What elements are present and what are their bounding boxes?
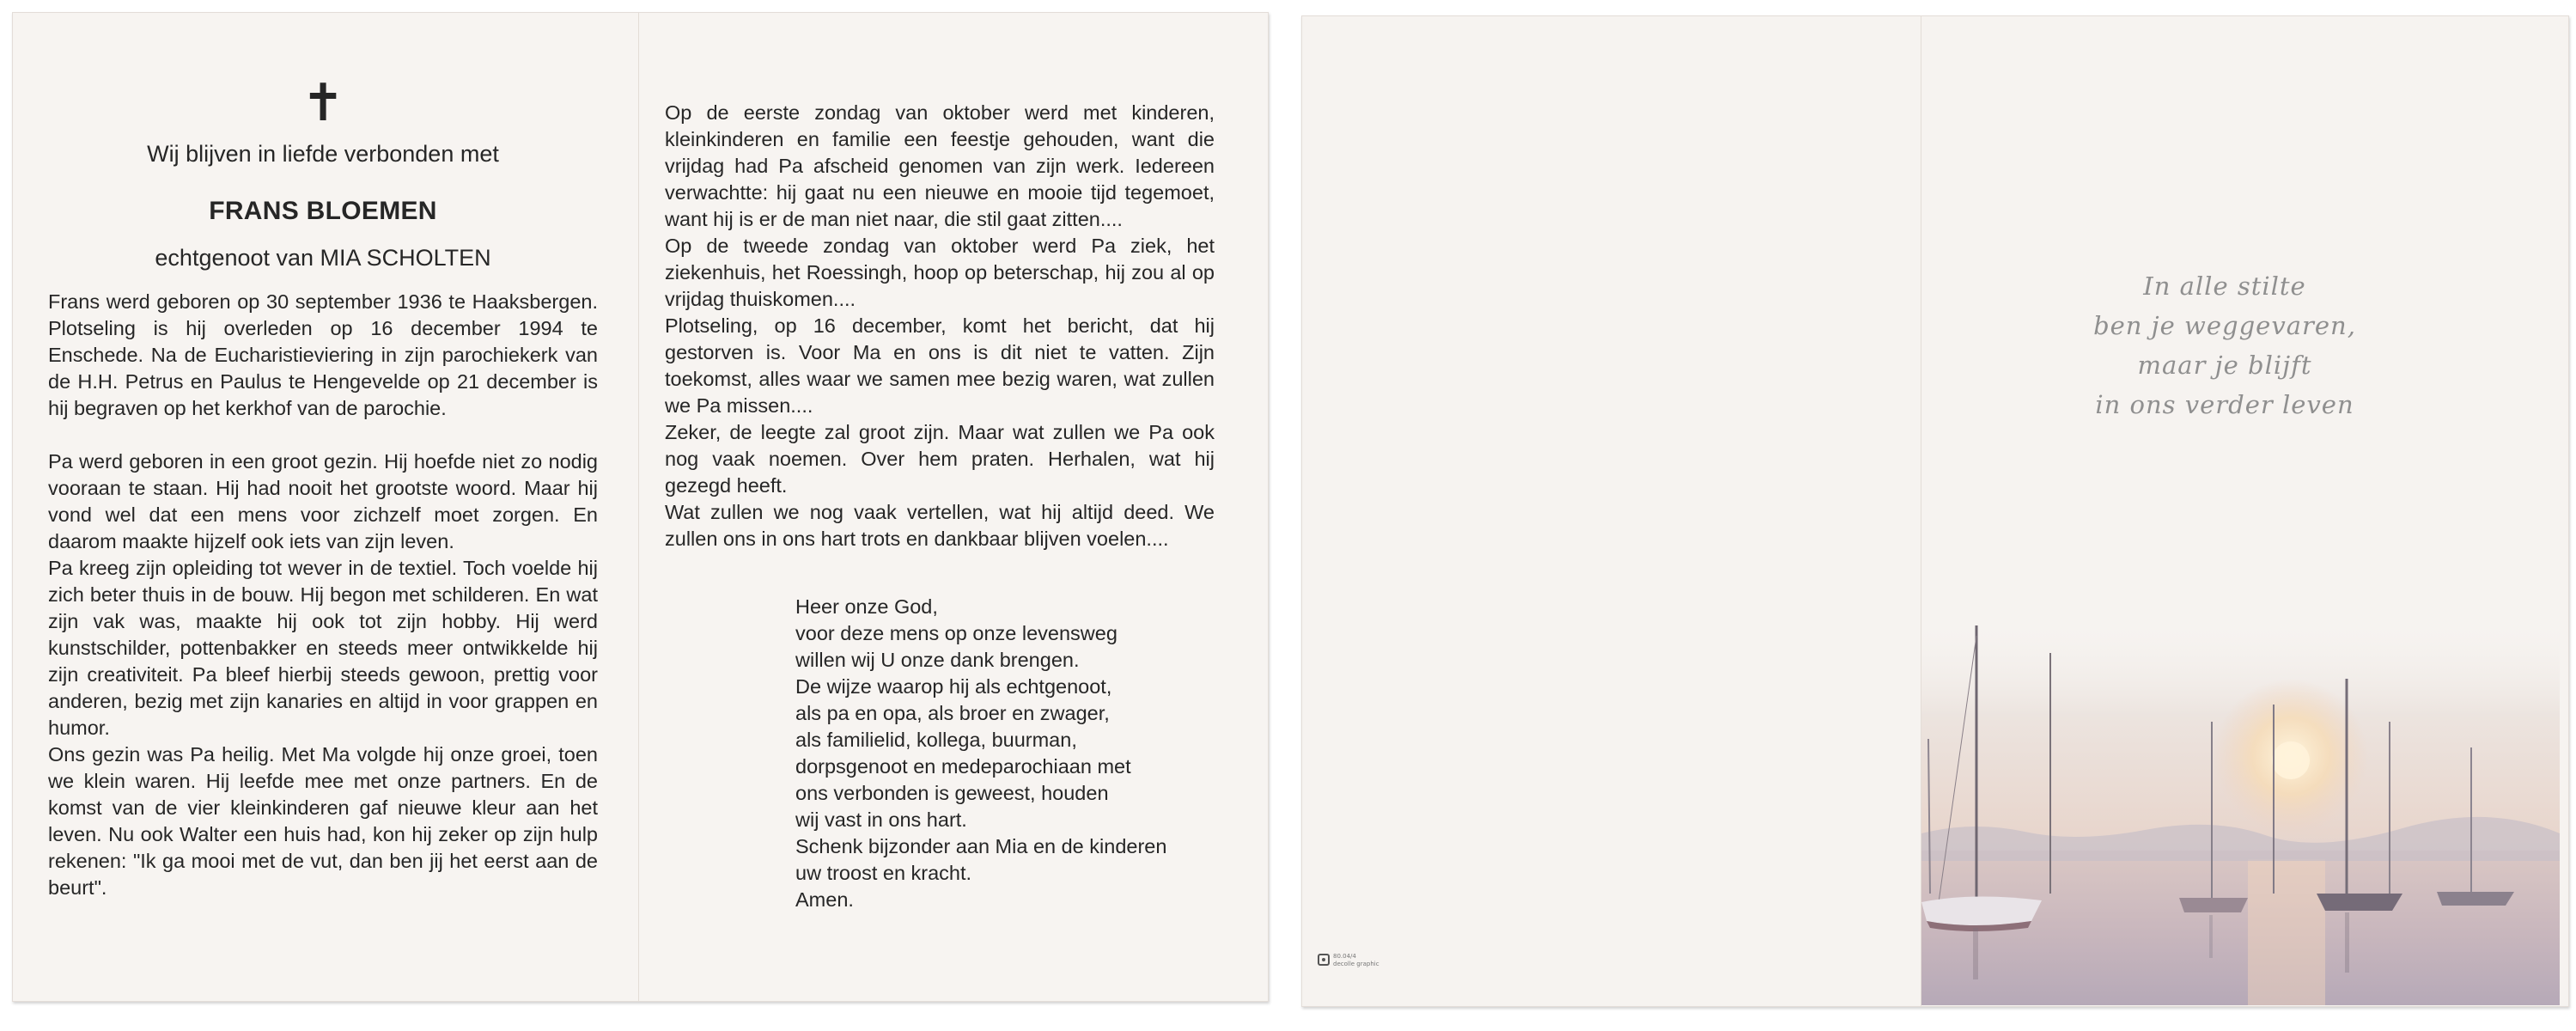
- prayer-line: als familielid, kollega, buurman,: [795, 729, 1077, 751]
- story-paragraph: Op de eerste zondag van oktober werd met kinderen, kleinkinderen en familie een feestje gehouden, want die vrijdag had Pa afscheid genomen van zijn werk. Iedereen verwachtte: hij gaat nu een nieuwe en mooie tijd tegemoet, want hij is er de man niet naar, die stil gaat zitten....: [665, 101, 1215, 230]
- poem-line: in ons verder leven: [2095, 390, 2354, 419]
- memorial-page-left: [48, 73, 598, 901]
- printer-name: decolle graphic: [1333, 961, 1379, 967]
- life-paragraph: Ons gezin was Pa heilig. Met Ma volgde hij onze groei, toen we klein waren. Hij leefde mee met onze partners. En de komst van de vier kleinkinderen gaf nieuwe kleur aan het leven. Nu ook Walter een huis had, kon hij zeker op zijn hulp rekenen: "Ik ga mooi met de vut, dan ben jij het eerst aan de beurt".: [48, 743, 598, 899]
- prayer-line: wij vast in ons hart.: [795, 808, 967, 831]
- story-paragraph: Zeker, de leegte zal groot zijn. Maar wat zullen we Pa ook nog vaak noemen. Over hem praten. Herhalen, wat hij gezegd heeft.: [665, 421, 1215, 497]
- prayer: [795, 594, 1215, 913]
- poem: [2044, 266, 2405, 424]
- prayer-line: dorpsgenoot en medeparochiaan met: [795, 755, 1131, 778]
- intro-line: Wij blijven in liefde verbonden met: [147, 141, 499, 167]
- final-weeks-text: [665, 100, 1215, 552]
- prayer-line: voor deze mens op onze levensweg: [795, 622, 1117, 644]
- deceased-name: FRANS BLOEMEN: [209, 197, 437, 225]
- birth-paragraph: Frans werd geboren op 30 september 1936 te Haaksbergen. Plotseling is hij overleden op 16 december 1994 te Enschede. Na de Eucharistieviering in zijn parochiekerk van de H.H. Petrus en Paulus te Hengevelde op 21 december is hij begraven op het kerkhof van de parochie.: [48, 290, 598, 419]
- prayer-line: De wijze waarop hij als echtgenoot,: [795, 675, 1112, 698]
- prayer-line: willen wij U onze dank brengen.: [795, 649, 1080, 671]
- card-fold-line: [638, 13, 639, 1001]
- printer-code: 80.04/4: [1333, 953, 1356, 960]
- poem-line: maar je blijft: [2137, 351, 2312, 380]
- life-story: [48, 448, 598, 901]
- printer-logo-icon: [1318, 954, 1330, 966]
- prayer-line: ons verbonden is geweest, houden: [795, 782, 1109, 804]
- prayer-line: Schenk bijzonder aan Mia en de kinderen: [795, 835, 1167, 857]
- sailboats-at-sunset-image: [1921, 619, 2560, 1005]
- prayer-line: als pa en opa, als broer en zwager,: [795, 702, 1110, 724]
- poem-line: In alle stilte: [2143, 271, 2306, 301]
- life-paragraph: Pa werd geboren in een groot gezin. Hij hoefde niet zo nodig vooraan te staan. Hij had nooit het grootste woord. Maar hij vond wel dat een mens voor zichzelf moet zorgen. En daarom maakte hijzelf ook iets van zijn leven.: [48, 450, 598, 552]
- prayer-line: Heer onze God,: [795, 595, 938, 618]
- memorial-page-right: [665, 100, 1215, 913]
- story-paragraph: Op de tweede zondag van oktober werd Pa ziek, het ziekenhuis, het Roessingh, hoop op beterschap, hij zou al op vrijdag thuiskomen....: [665, 235, 1215, 310]
- prayer-line: uw troost en kracht.: [795, 862, 972, 884]
- story-paragraph: Wat zullen we nog vaak vertellen, wat hij altijd deed. We zullen ons in ons hart trots en dankbaar blijven voelen....: [665, 501, 1215, 550]
- life-paragraph: Pa kreeg zijn opleiding tot wever in de textiel. Toch voelde hij zich beter thuis in de bouw. Hij begon met schilderen. En wat zijn vak was, maakte hij ook tot zijn hobby. Hij werd kunstschilder, pottenbakker en steeds meer ontwikkelde hij zijn creativiteit. Pa bleef hierbij steeds gewoon, prettig voor anderen, bezig met zijn kanaries en altijd in voor grappen en humor.: [48, 557, 598, 739]
- sailboat-painting: [1921, 619, 2560, 1005]
- poem-line: ben je weggevaren,: [2093, 311, 2356, 340]
- cross-icon: ✝: [301, 73, 345, 133]
- spouse-line: echtgenoot van MIA SCHOLTEN: [155, 245, 491, 271]
- prayer-line: Amen.: [795, 888, 854, 911]
- story-paragraph: Plotseling, op 16 december, komt het bericht, dat hij gestorven is. Voor Ma en ons is dit niet te vatten. Zijn toekomst, alles waar we samen mee bezig waren, wat zullen we Pa missen....: [665, 314, 1215, 417]
